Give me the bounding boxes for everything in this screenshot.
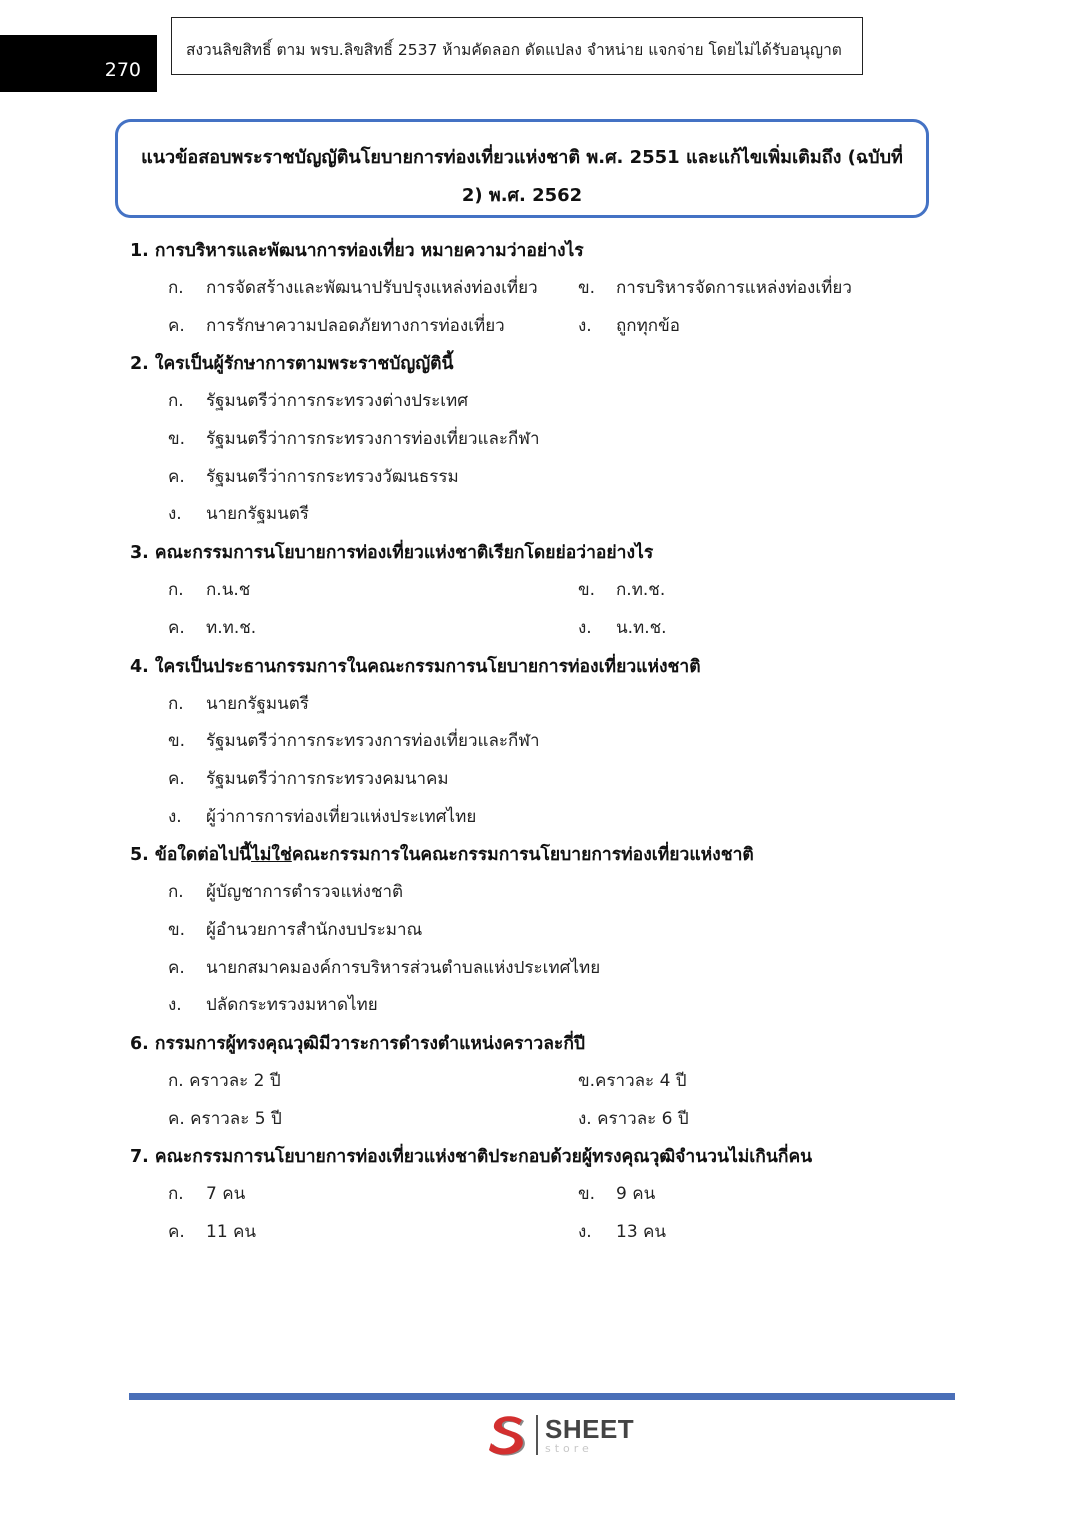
logo-wordmark [545, 1416, 634, 1454]
choice-letter: ค. [168, 315, 185, 336]
choice-letter: ค. [168, 1108, 185, 1129]
choice-b [168, 912, 422, 950]
title-line-2: 2) พ.ศ. 2562 [461, 185, 583, 206]
choice-text: นายกสมาคมองค์การบริหารส่วนตำบลแห่งประเทศไทย [206, 957, 601, 978]
choice-d [168, 799, 476, 837]
choice-c [168, 950, 600, 988]
question-list [130, 232, 950, 1252]
choice-row [130, 874, 950, 912]
choice-a [168, 874, 403, 912]
choice-letter: ข. [578, 1184, 596, 1205]
choice-letter: ก. [168, 1184, 184, 1205]
choice-text: รัฐมนตรีว่าการกระทรวงวัฒนธรรม [206, 466, 459, 487]
choice-letter: ก. [168, 278, 184, 298]
choice-a [168, 383, 468, 421]
choice-text: 11 คน [206, 1222, 257, 1243]
choice-row [130, 1063, 950, 1101]
choice-letter: ง. [578, 617, 592, 638]
footer-divider [129, 1393, 955, 1400]
choice-text: คราวละ 4 ปี [595, 1071, 687, 1091]
question-text: 2. ใครเป็นผู้รักษาการตามพระราชบัญญัตินี้ [130, 354, 454, 375]
question-1 [130, 232, 950, 345]
page-number [0, 35, 157, 92]
choice-row [130, 383, 950, 421]
choice-letter: ก. [168, 693, 184, 714]
question-text-after: คณะกรรมการในคณะกรรมการนโยบายการท่องเที่ยวแห่งชาติ [291, 845, 754, 866]
choice-text: ก.ท.ช. [616, 580, 666, 601]
sheet-store-logo [486, 1411, 634, 1459]
choice-letter: ก. [168, 580, 184, 601]
choice-d [578, 610, 667, 648]
choice-d [578, 1214, 666, 1252]
choice-group [130, 1063, 950, 1138]
choice-row [130, 572, 950, 610]
choice-text: คราวละ 6 ปี [591, 1108, 689, 1129]
choice-letter: ก. [168, 1071, 184, 1091]
choice-text: การบริหารจัดการแหล่งท่องเที่ยว [616, 278, 852, 298]
choice-row [130, 610, 950, 648]
choice-letter: ง. [578, 1108, 592, 1129]
choice-row [130, 459, 950, 497]
copyright-text: สงวนลิขสิทธิ์ ตาม พรบ.ลิขสิทธิ์ 2537 ห้ามคัดลอก ดัดแปลง จำหน่าย แจกจ่าย โดยไม่ได้รับอนุญาต [186, 40, 842, 59]
choice-row [130, 421, 950, 459]
logo-main-text: SHEET [545, 1414, 635, 1444]
choice-row [130, 761, 950, 799]
question-text: 1. การบริหารและพัฒนาการท่องเที่ยว หมายความว่าอย่างไร [130, 241, 584, 261]
choice-a [168, 1176, 245, 1214]
choice-d [168, 987, 378, 1025]
choice-letter: ค. [168, 466, 185, 487]
choice-letter: ค. [168, 957, 185, 978]
choice-text: 13 คน [616, 1222, 667, 1243]
choice-text: ปลัดกระทรวงมหาดไทย [206, 995, 378, 1016]
title-line-1: แนวข้อสอบพระราชบัญญัตินโยบายการท่องเที่ยวแห่งชาติ พ.ศ. 2551 และแก้ไขเพิ่มเติมถึง (ฉบับที่ [141, 147, 903, 168]
choice-letter: ข. [578, 1071, 596, 1091]
choice-row [130, 950, 950, 988]
choice-letter: ข. [578, 580, 596, 601]
choice-row [130, 270, 950, 308]
choice-letter: ง. [578, 1222, 592, 1243]
choice-group [130, 270, 950, 345]
choice-group [130, 874, 950, 1025]
choice-letter: ง. [168, 504, 182, 525]
choice-letter: ค. [168, 1222, 185, 1243]
choice-b [168, 723, 539, 761]
choice-letter: ค. [168, 617, 185, 638]
choice-row [130, 686, 950, 724]
choice-text: ท.ท.ช. [206, 617, 257, 638]
choice-b [578, 572, 665, 610]
choice-c [168, 1214, 256, 1252]
question-5 [130, 836, 950, 1025]
choice-c [168, 761, 449, 799]
choice-text: ถูกทุกข้อ [616, 315, 680, 336]
choice-c [168, 459, 459, 497]
choice-row [130, 1101, 950, 1139]
question-text: 4. ใครเป็นประธานกรรมการในคณะกรรมการนโยบายการท่องเที่ยวแห่งชาติ [130, 656, 701, 677]
page-title [115, 119, 929, 218]
question-2 [130, 345, 950, 534]
choice-b [578, 1063, 687, 1101]
question-text: 3. คณะกรรมการนโยบายการท่องเที่ยวแห่งชาติเรียกโดยย่อว่าอย่างไร [130, 543, 654, 564]
question-4 [130, 648, 950, 837]
page-number-text: 270 [104, 59, 141, 81]
choice-letter: ก. [168, 882, 184, 903]
choice-d [578, 308, 680, 346]
choice-letter: ค. [168, 768, 185, 789]
choice-text: รัฐมนตรีว่าการกระทรวงการท่องเที่ยวและกีฬา [206, 429, 540, 450]
choice-c [168, 1101, 282, 1139]
choice-row [130, 1176, 950, 1214]
choice-a [168, 270, 538, 308]
choice-letter: ง. [168, 806, 182, 827]
copyright-notice [171, 17, 863, 75]
question-text-before: 5. ข้อใดต่อไปนี้ [130, 845, 252, 866]
logo-sub-text: store [545, 1442, 593, 1455]
choice-b [578, 1176, 655, 1214]
choice-row [130, 799, 950, 837]
choice-text: คราวละ 5 ปี [184, 1108, 282, 1129]
choice-text: 9 คน [616, 1184, 656, 1205]
choice-letter: ง. [168, 995, 182, 1016]
choice-letter: ข. [168, 429, 186, 450]
choice-d [168, 496, 309, 534]
choice-text: ผู้ว่าการการท่องเที่ยวแห่งประเทศไทย [206, 806, 477, 827]
choice-c [168, 308, 505, 346]
choice-group [130, 572, 950, 647]
choice-group [130, 1176, 950, 1251]
choice-text: รัฐมนตรีว่าการกระทรวงคมนาคม [206, 768, 449, 789]
choice-text: นายกรัฐมนตรี [206, 693, 309, 714]
choice-letter: ข. [168, 731, 186, 752]
choice-text: นายกรัฐมนตรี [206, 504, 309, 525]
choice-b [168, 421, 539, 459]
choice-text: น.ท.ช. [616, 617, 667, 638]
choice-a [168, 572, 250, 610]
choice-a [168, 686, 309, 724]
choice-group [130, 383, 950, 534]
choice-a [168, 1063, 281, 1101]
choice-c [168, 610, 256, 648]
question-text: 7. คณะกรรมการนโยบายการท่องเที่ยวแห่งชาติประกอบด้วยผู้ทรงคุณวุฒิจำนวนไม่เกินกี่คน [130, 1147, 813, 1168]
s-logo-icon [486, 1412, 530, 1458]
question-text [130, 836, 950, 874]
choice-text: รัฐมนตรีว่าการกระทรวงการท่องเที่ยวและกีฬา [206, 731, 540, 752]
question-text: 6. กรรมการผู้ทรงคุณวุฒิมีวาระการดำรงตำแหน่งคราวละกี่ปี [130, 1034, 586, 1054]
choice-d [578, 1101, 689, 1139]
choice-letter: ง. [578, 315, 592, 336]
question-emphasis: ไม่ใช่ [251, 845, 292, 866]
choice-text: การรักษาความปลอดภัยทางการท่องเที่ยว [206, 315, 505, 336]
choice-row [130, 496, 950, 534]
choice-text: การจัดสร้างและพัฒนาปรับปรุงแหล่งท่องเที่ยว [206, 278, 538, 298]
choice-text: 7 คน [206, 1184, 246, 1205]
choice-text: ผู้อำนวยการสำนักงบประมาณ [206, 919, 423, 940]
question-7 [130, 1138, 950, 1251]
choice-row [130, 723, 950, 761]
question-3 [130, 534, 950, 647]
choice-row [130, 1214, 950, 1252]
choice-letter: ข. [578, 278, 596, 298]
logo-divider [536, 1415, 538, 1455]
choice-text: ผู้บัญชาการตำรวจแห่งชาติ [206, 882, 404, 903]
choice-letter: ก. [168, 391, 184, 412]
choice-b [578, 270, 852, 308]
choice-row [130, 987, 950, 1025]
question-6 [130, 1025, 950, 1138]
choice-text: คราวละ 2 ปี [183, 1071, 281, 1091]
choice-row [130, 308, 950, 346]
choice-row [130, 912, 950, 950]
choice-letter: ข. [168, 919, 186, 940]
choice-group [130, 686, 950, 837]
choice-text: ก.น.ช [206, 580, 251, 601]
choice-text: รัฐมนตรีว่าการกระทรวงต่างประเทศ [206, 391, 469, 412]
